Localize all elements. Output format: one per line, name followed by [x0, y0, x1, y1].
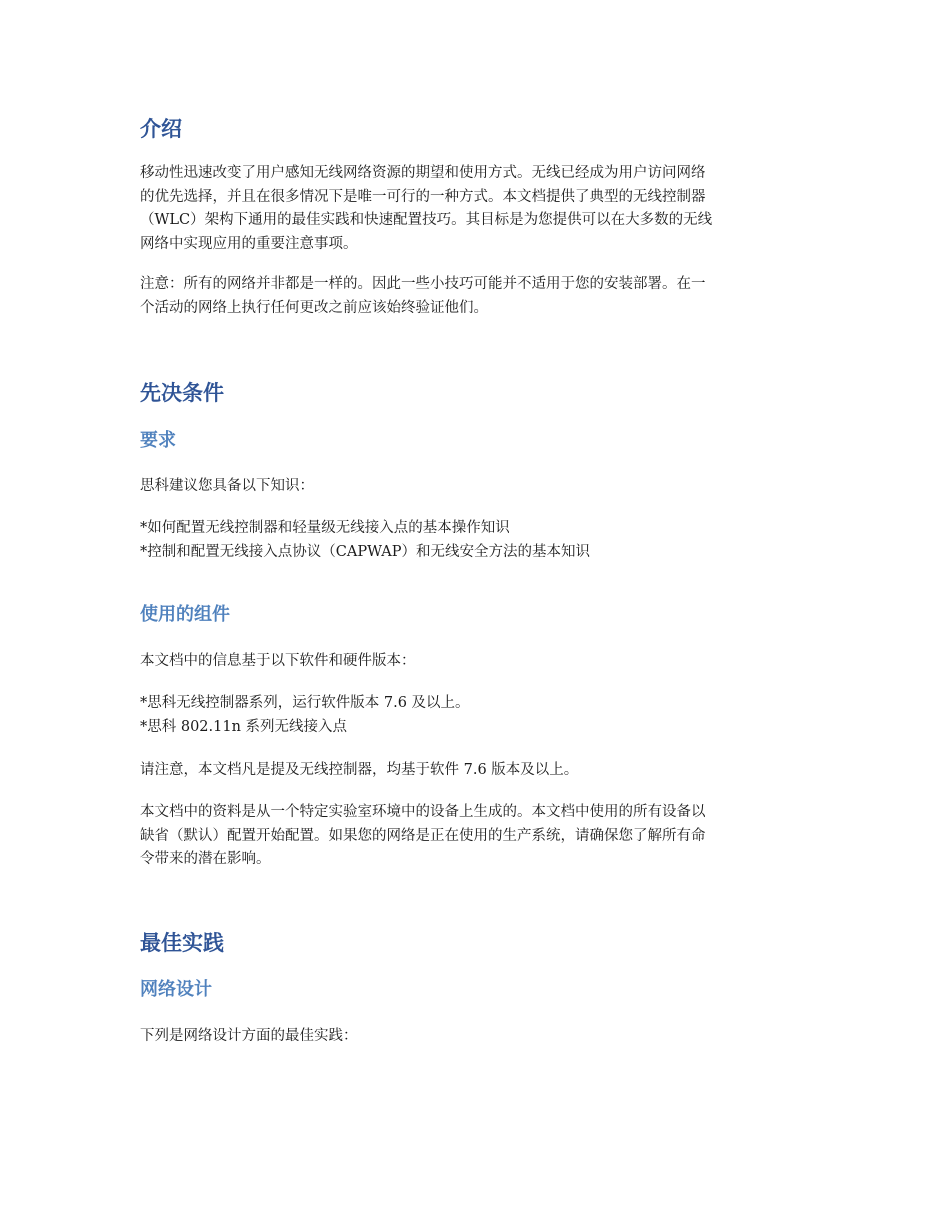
heading-network-design: 网络设计 — [140, 979, 212, 1000]
text-line: 请注意，本文档凡是提及无线控制器，均基于软件 7.6 版本及以上。 — [140, 762, 579, 778]
heading-best-practices: 最佳实践 — [140, 931, 224, 955]
components-list — [140, 692, 810, 739]
intro-paragraph-1 — [140, 162, 810, 256]
list-item: *思科 802.11n 系列无线接入点 — [140, 718, 348, 735]
text-line: 思科建议您具备以下知识： — [140, 478, 314, 494]
text-line: （WLC）架构下通用的最佳实践和快速配置技巧。其目标是为您提供可以在大多数的无线 — [140, 212, 713, 228]
list-item: *思科无线控制器系列，运行软件版本 7.6 及以上。 — [140, 695, 470, 711]
text-line: 本文档中的信息基于以下软件和硬件版本： — [140, 653, 416, 669]
text-line: 本文档中的资料是从一个特定实验室环境中的设备上生成的。本文档中使用的所有设备以 — [140, 804, 706, 820]
components-note — [140, 759, 810, 783]
requirements-intro — [140, 475, 810, 499]
heading-intro: 介绍 — [140, 117, 182, 141]
text-line: 缺省（默认）配置开始配置。如果您的网络是正在使用的生产系统，请确保您了解所有命 — [140, 827, 706, 844]
requirements-list — [140, 517, 810, 564]
heading-components: 使用的组件 — [140, 604, 230, 625]
heading-requirements: 要求 — [140, 430, 176, 451]
components-intro — [140, 650, 810, 674]
text-line: 注意：所有的网络并非都是一样的。因此一些小技巧可能并不适用于您的安装部署。在一 — [140, 276, 706, 292]
text-line: 令带来的潜在影响。 — [140, 851, 271, 867]
intro-paragraph-2 — [140, 273, 810, 320]
list-item: *控制和配置无线接入点协议（CAPWAP）和无线安全方法的基本知识 — [140, 543, 590, 560]
heading-prerequisites: 先决条件 — [140, 381, 224, 405]
text-line: 的优先选择，并且在很多情况下是唯一可行的一种方式。本文档提供了典型的无线控制器 — [140, 188, 706, 205]
list-item: *如何配置无线控制器和轻量级无线接入点的基本操作知识 — [140, 520, 510, 536]
text-line: 下列是网络设计方面的最佳实践： — [140, 1028, 358, 1044]
components-paragraph — [140, 801, 810, 872]
network-design-intro — [140, 1025, 810, 1049]
text-line: 个活动的网络上执行任何更改之前应该始终验证他们。 — [140, 299, 488, 316]
text-line: 网络中实现应用的重要注意事项。 — [140, 235, 358, 252]
text-line: 移动性迅速改变了用户感知无线网络资源的期望和使用方式。无线已经成为用户访问网络 — [140, 165, 706, 181]
